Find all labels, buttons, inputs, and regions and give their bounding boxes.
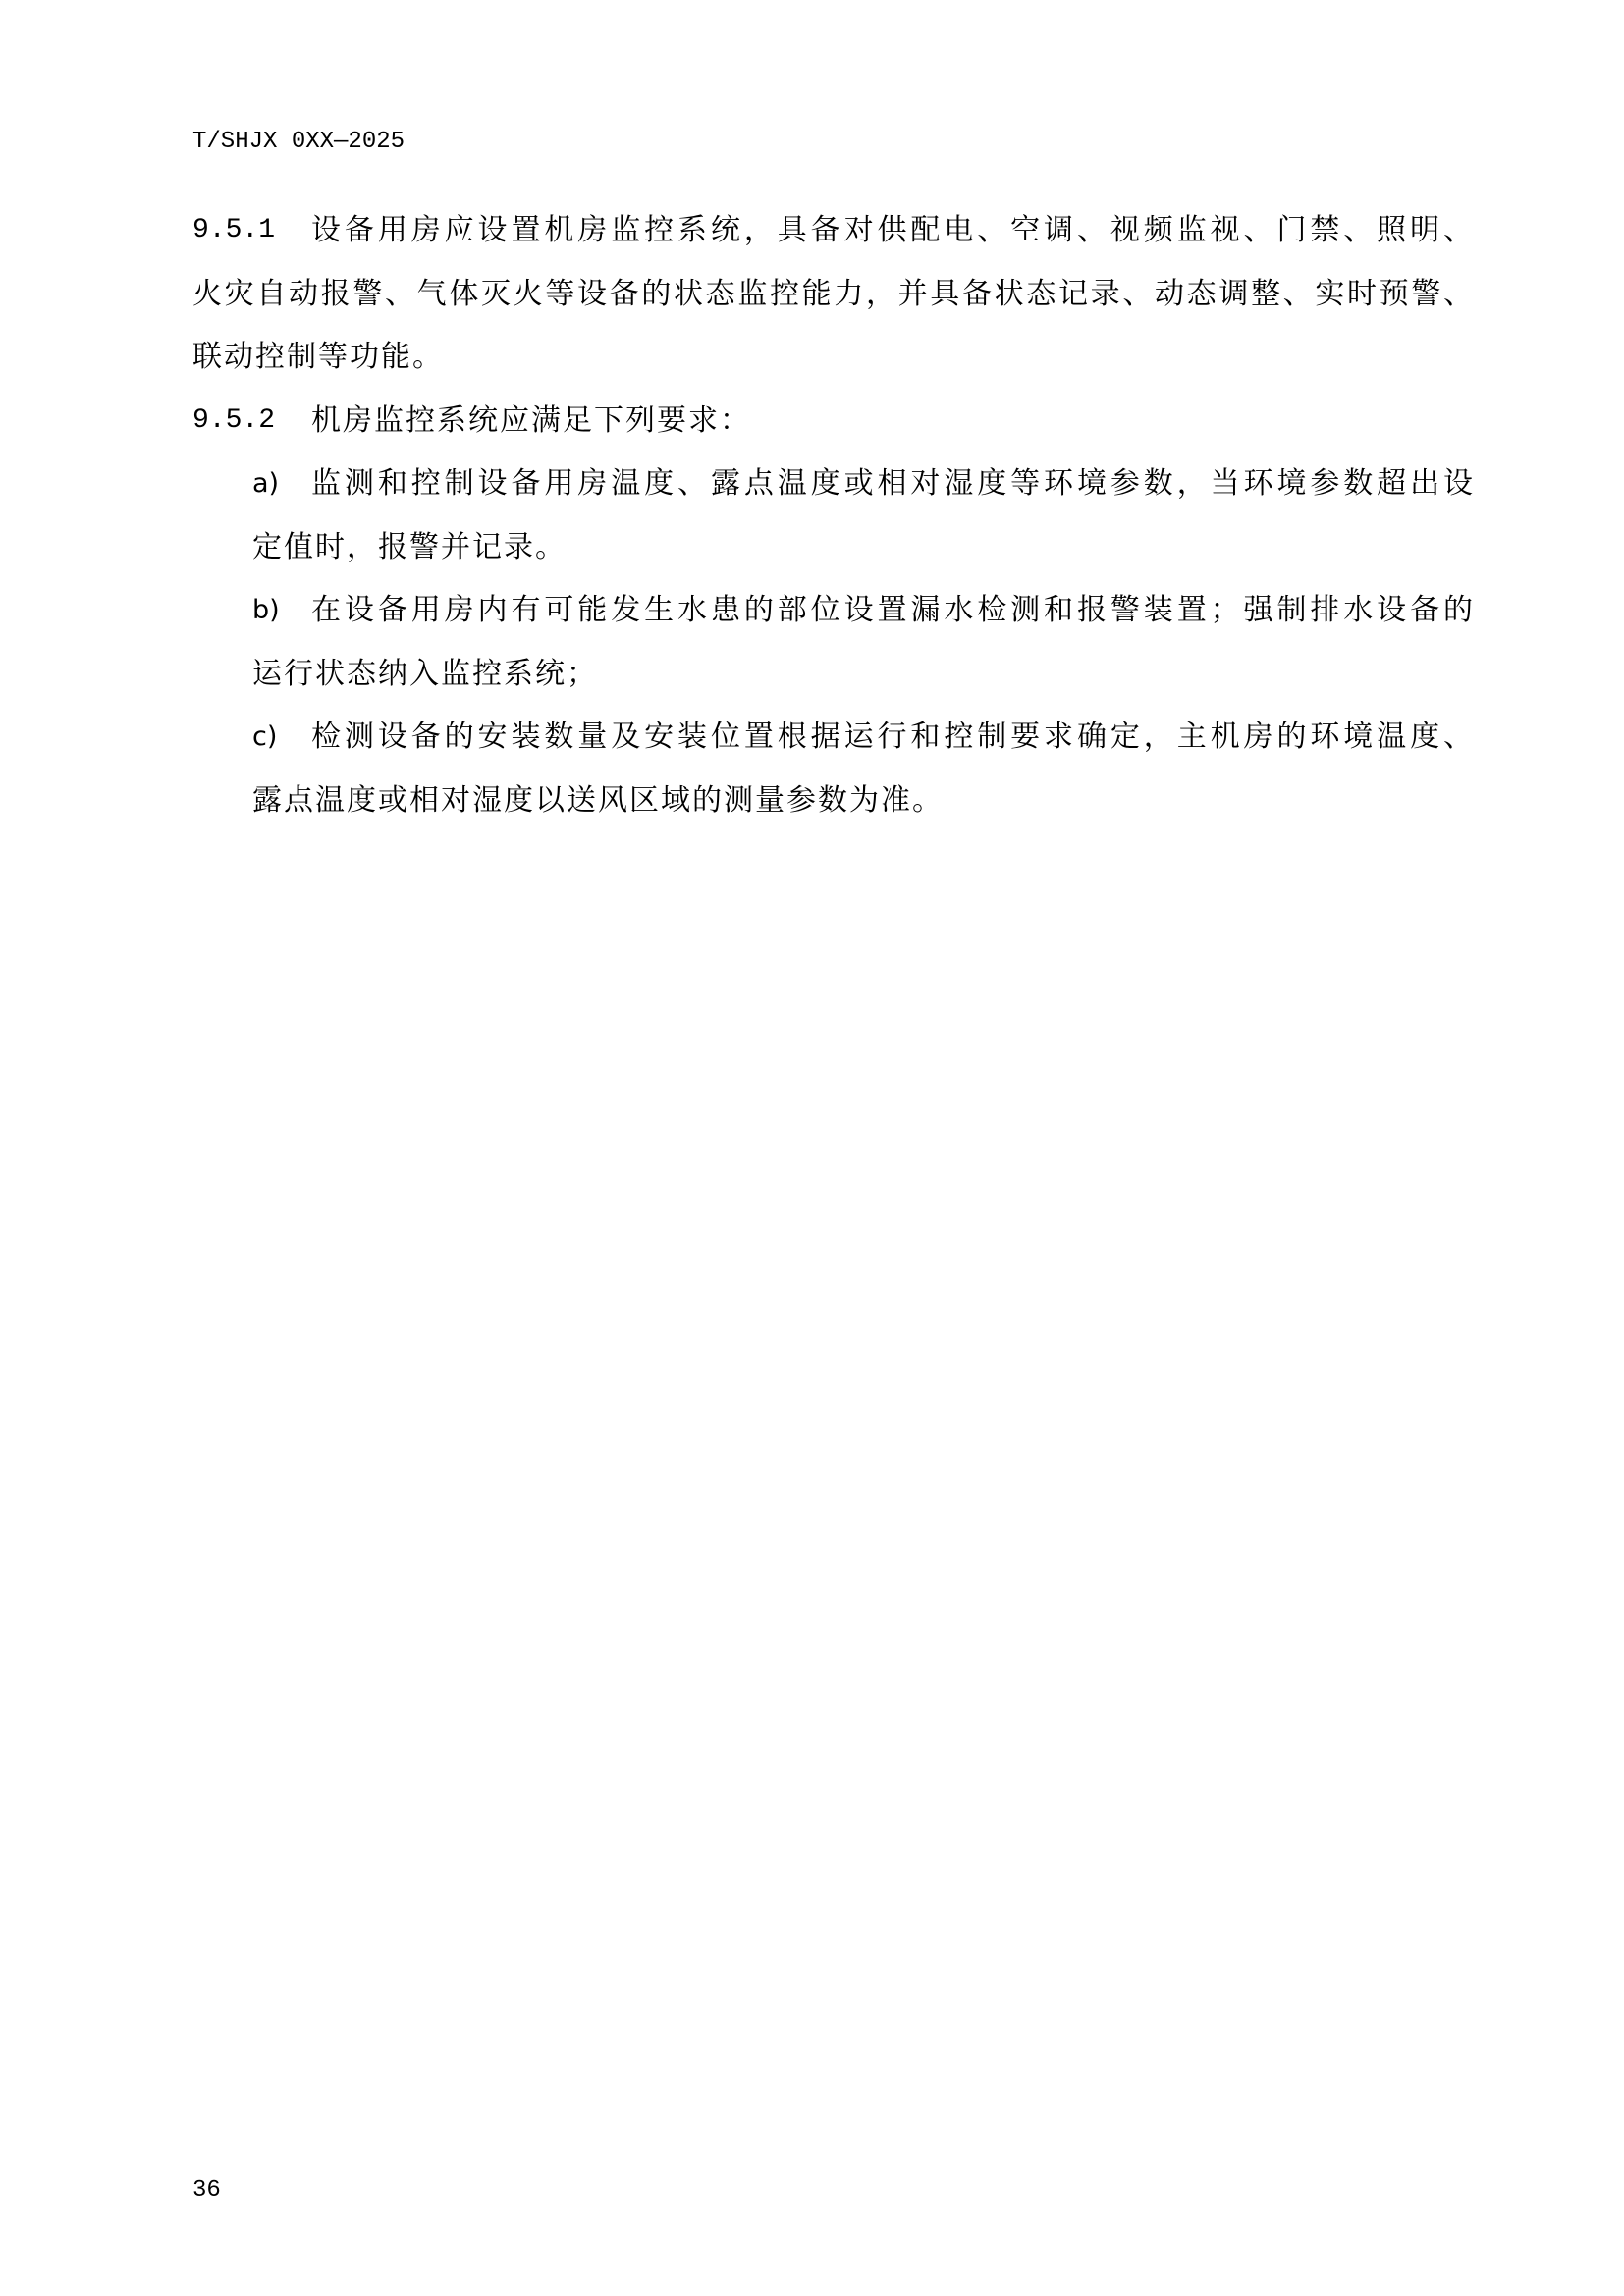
requirement-list: [192, 453, 1475, 832]
clause-continuation-line: [192, 326, 1475, 390]
page-number: 36: [192, 2177, 221, 2204]
clause-text-line: 设备用房应设置机房监控系统，具备对供配电、空调、视频监视、门禁、照明、: [311, 213, 1475, 247]
list-item-first-line: [192, 706, 1475, 770]
list-item-first-line: [192, 453, 1475, 516]
clause-first-line: [192, 390, 1475, 454]
list-item-continuation-line: [192, 643, 1475, 707]
list-item-b: [192, 579, 1475, 706]
list-item-marker: c): [252, 721, 278, 752]
list-item-text-line: 监测和控制设备用房温度、露点温度或相对湿度等环境参数，当环境参数超出设: [311, 466, 1475, 501]
list-item-text-line: 定值时，报警并记录。: [252, 529, 567, 564]
clause-text-line: 联动控制等功能。: [192, 340, 444, 374]
clause-continuation-line: [192, 263, 1475, 327]
list-item-text-line: 运行状态纳入监控系统；: [252, 656, 598, 691]
clause-9-5-1: [192, 199, 1475, 390]
clause-first-line: [192, 199, 1475, 263]
list-item-marker: b): [252, 595, 280, 625]
list-item-continuation-line: [192, 516, 1475, 580]
header-standard-code: T/SHJX 0XX—2025: [192, 129, 406, 155]
list-item-text-line: 露点温度或相对湿度以送风区域的测量参数为准。: [252, 782, 944, 818]
list-item-a: [192, 453, 1475, 579]
clause-text-line: 火灾自动报警、气体灭火等设备的状态监控能力，并具备状态记录、动态调整、实时预警、: [192, 276, 1475, 311]
document-body: [192, 199, 1475, 832]
clause-number: 9.5.1: [192, 215, 276, 245]
list-item-text-line: 在设备用房内有可能发生水患的部位设置漏水检测和报警装置；强制排水设备的: [311, 593, 1475, 627]
list-item-continuation-line: [192, 770, 1475, 833]
list-item-c: [192, 706, 1475, 832]
clause-text-line: 机房监控系统应满足下列要求：: [311, 402, 751, 438]
clause-9-5-2: [192, 390, 1475, 833]
list-item-marker: a): [252, 468, 280, 499]
list-item-text-line: 检测设备的安装数量及安装位置根据运行和控制要求确定，主机房的环境温度、: [311, 720, 1475, 754]
clause-number: 9.5.2: [192, 404, 276, 436]
list-item-first-line: [192, 579, 1475, 643]
